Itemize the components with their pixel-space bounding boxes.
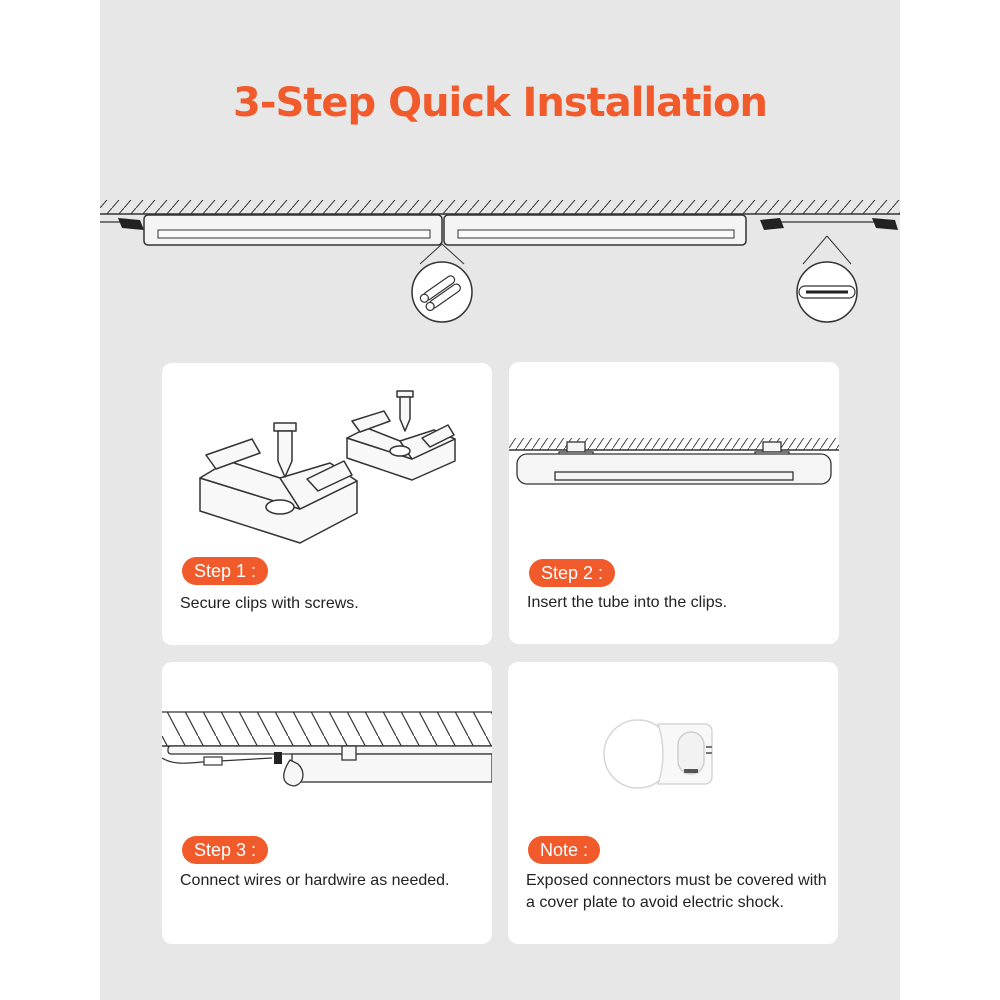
step-2-badge: Step 2 :	[529, 559, 615, 587]
connector-zoom-circle	[412, 244, 472, 322]
page-title: 3-Step Quick Installation	[233, 80, 767, 126]
ceiling-hatch	[100, 200, 900, 214]
tube-end-zoom-circle	[797, 236, 857, 322]
step-3-description: Connect wires or hardwire as needed.	[180, 872, 450, 889]
right-connector	[760, 218, 784, 230]
step-1-badge: Step 1 :	[182, 557, 268, 585]
note-card	[508, 662, 838, 944]
step-1-card	[162, 363, 492, 645]
connect-wires-illustration	[162, 702, 492, 842]
step-2-description: Insert the tube into the clips.	[527, 594, 728, 611]
clips-with-screws-illustration	[162, 383, 492, 563]
infographic-panel	[100, 0, 900, 1000]
cover-plate-illustration	[508, 702, 838, 842]
note-description: Exposed connectors must be covered with a cover plate to avoid electric shock.	[526, 872, 827, 911]
step-3-card	[162, 662, 492, 944]
linked-tubes-illustration	[100, 180, 900, 340]
step-3-badge: Step 3 :	[182, 836, 268, 864]
note-badge: Note :	[528, 836, 600, 864]
step-2-card	[509, 362, 839, 644]
step-1-description: Secure clips with screws.	[180, 595, 359, 612]
left-connector	[118, 218, 144, 230]
tube-1	[144, 215, 442, 245]
tube-2	[444, 215, 746, 245]
